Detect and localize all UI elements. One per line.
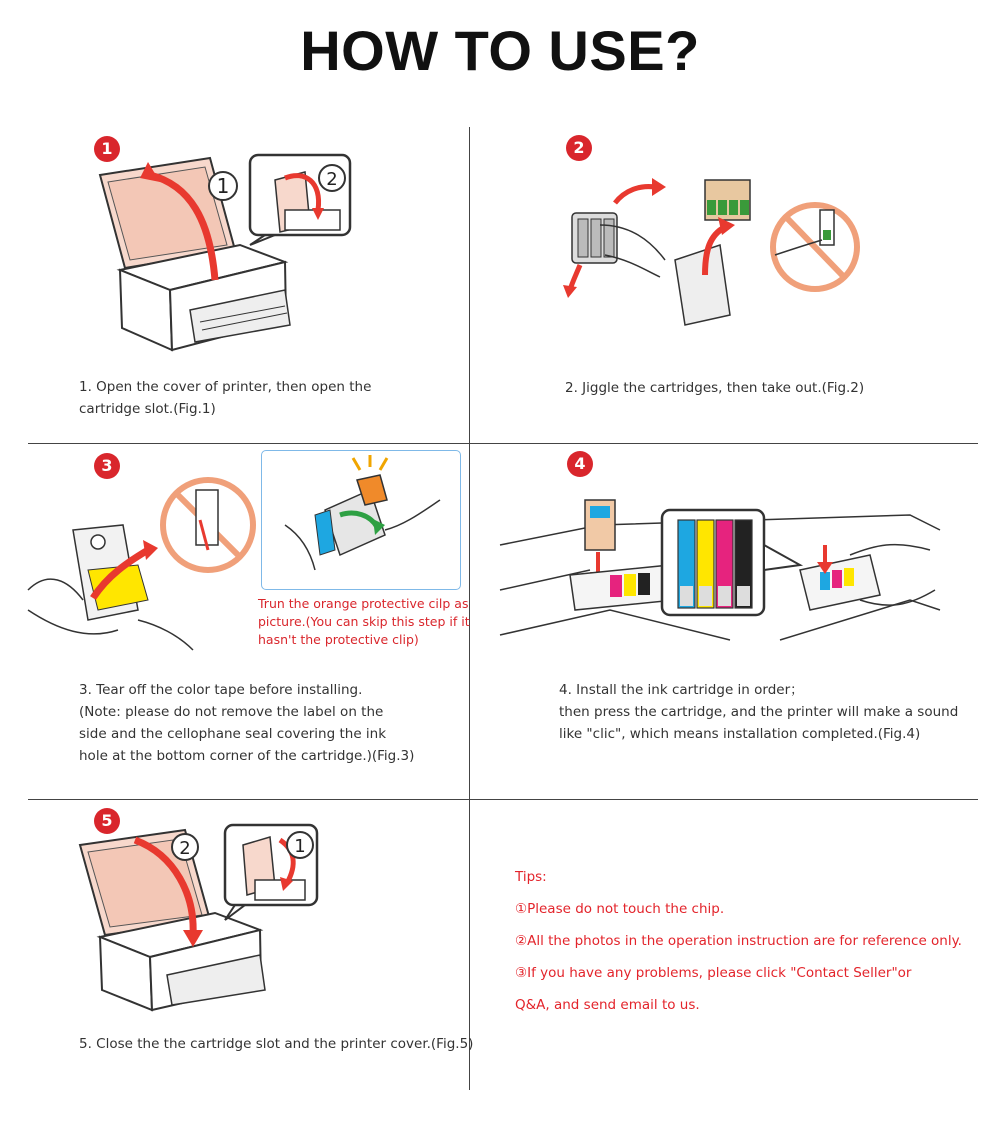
step-2-badge: 2 bbox=[566, 135, 592, 161]
tips-heading: Tips: bbox=[515, 869, 547, 885]
step-2-illustration bbox=[560, 165, 870, 335]
step-5-illustration bbox=[75, 825, 325, 1015]
tip-item: ②All the photos in the operation instruction are for reference only. bbox=[515, 933, 962, 949]
step-1-badge: 1 bbox=[94, 136, 120, 162]
step-4-badge: 4 bbox=[567, 451, 593, 477]
step-1-marker-2: 2 bbox=[326, 169, 338, 190]
step-5-marker-2: 2 bbox=[179, 838, 191, 859]
tip-item: ③If you have any problems, please click "Contact Seller"or bbox=[515, 965, 912, 981]
step-3-red-note: Trun the orange protective cilp as picture.(You can skip this step if it hasn't the protective clip) bbox=[258, 596, 470, 647]
step-5-caption: 5. Close the the cartridge slot and the printer cover.(Fig.5) bbox=[79, 1036, 474, 1052]
tip-item: ①Please do not touch the chip. bbox=[515, 901, 725, 917]
step-1-illustration bbox=[90, 150, 370, 360]
step-3-badge: 3 bbox=[94, 453, 120, 479]
step-5-badge: 5 bbox=[94, 808, 120, 834]
step-1-marker-1: 1 bbox=[216, 174, 230, 198]
step-3-inset-illustration bbox=[275, 455, 455, 585]
tips-section bbox=[515, 861, 962, 1021]
step-4-illustration bbox=[500, 490, 940, 650]
grid-divider-row-2 bbox=[28, 799, 978, 800]
page-title: HOW TO USE? bbox=[300, 19, 700, 82]
step-1-caption: 1. Open the cover of printer, then open the cartridge slot.(Fig.1) bbox=[79, 379, 372, 417]
tip-item: Q&A, and send email to us. bbox=[515, 997, 700, 1013]
grid-divider-row-1 bbox=[28, 443, 978, 444]
step-3-caption: 3. Tear off the color tape before installing. (Note: please do not remove the label on the side and the cellophane seal covering the ink hole at the bottom corner of the cartridge.)(Fig.3) bbox=[79, 682, 415, 764]
step-5-marker-1: 1 bbox=[294, 836, 306, 857]
step-4-caption: 4. Install the ink cartridge in order； then press the cartridge, and the printer will make a sound like "clic", which means installation completed.(Fig.4) bbox=[559, 682, 959, 742]
step-2-caption: 2. Jiggle the cartridges, then take out.(Fig.2) bbox=[565, 380, 865, 396]
step-3-illustration bbox=[28, 470, 258, 660]
